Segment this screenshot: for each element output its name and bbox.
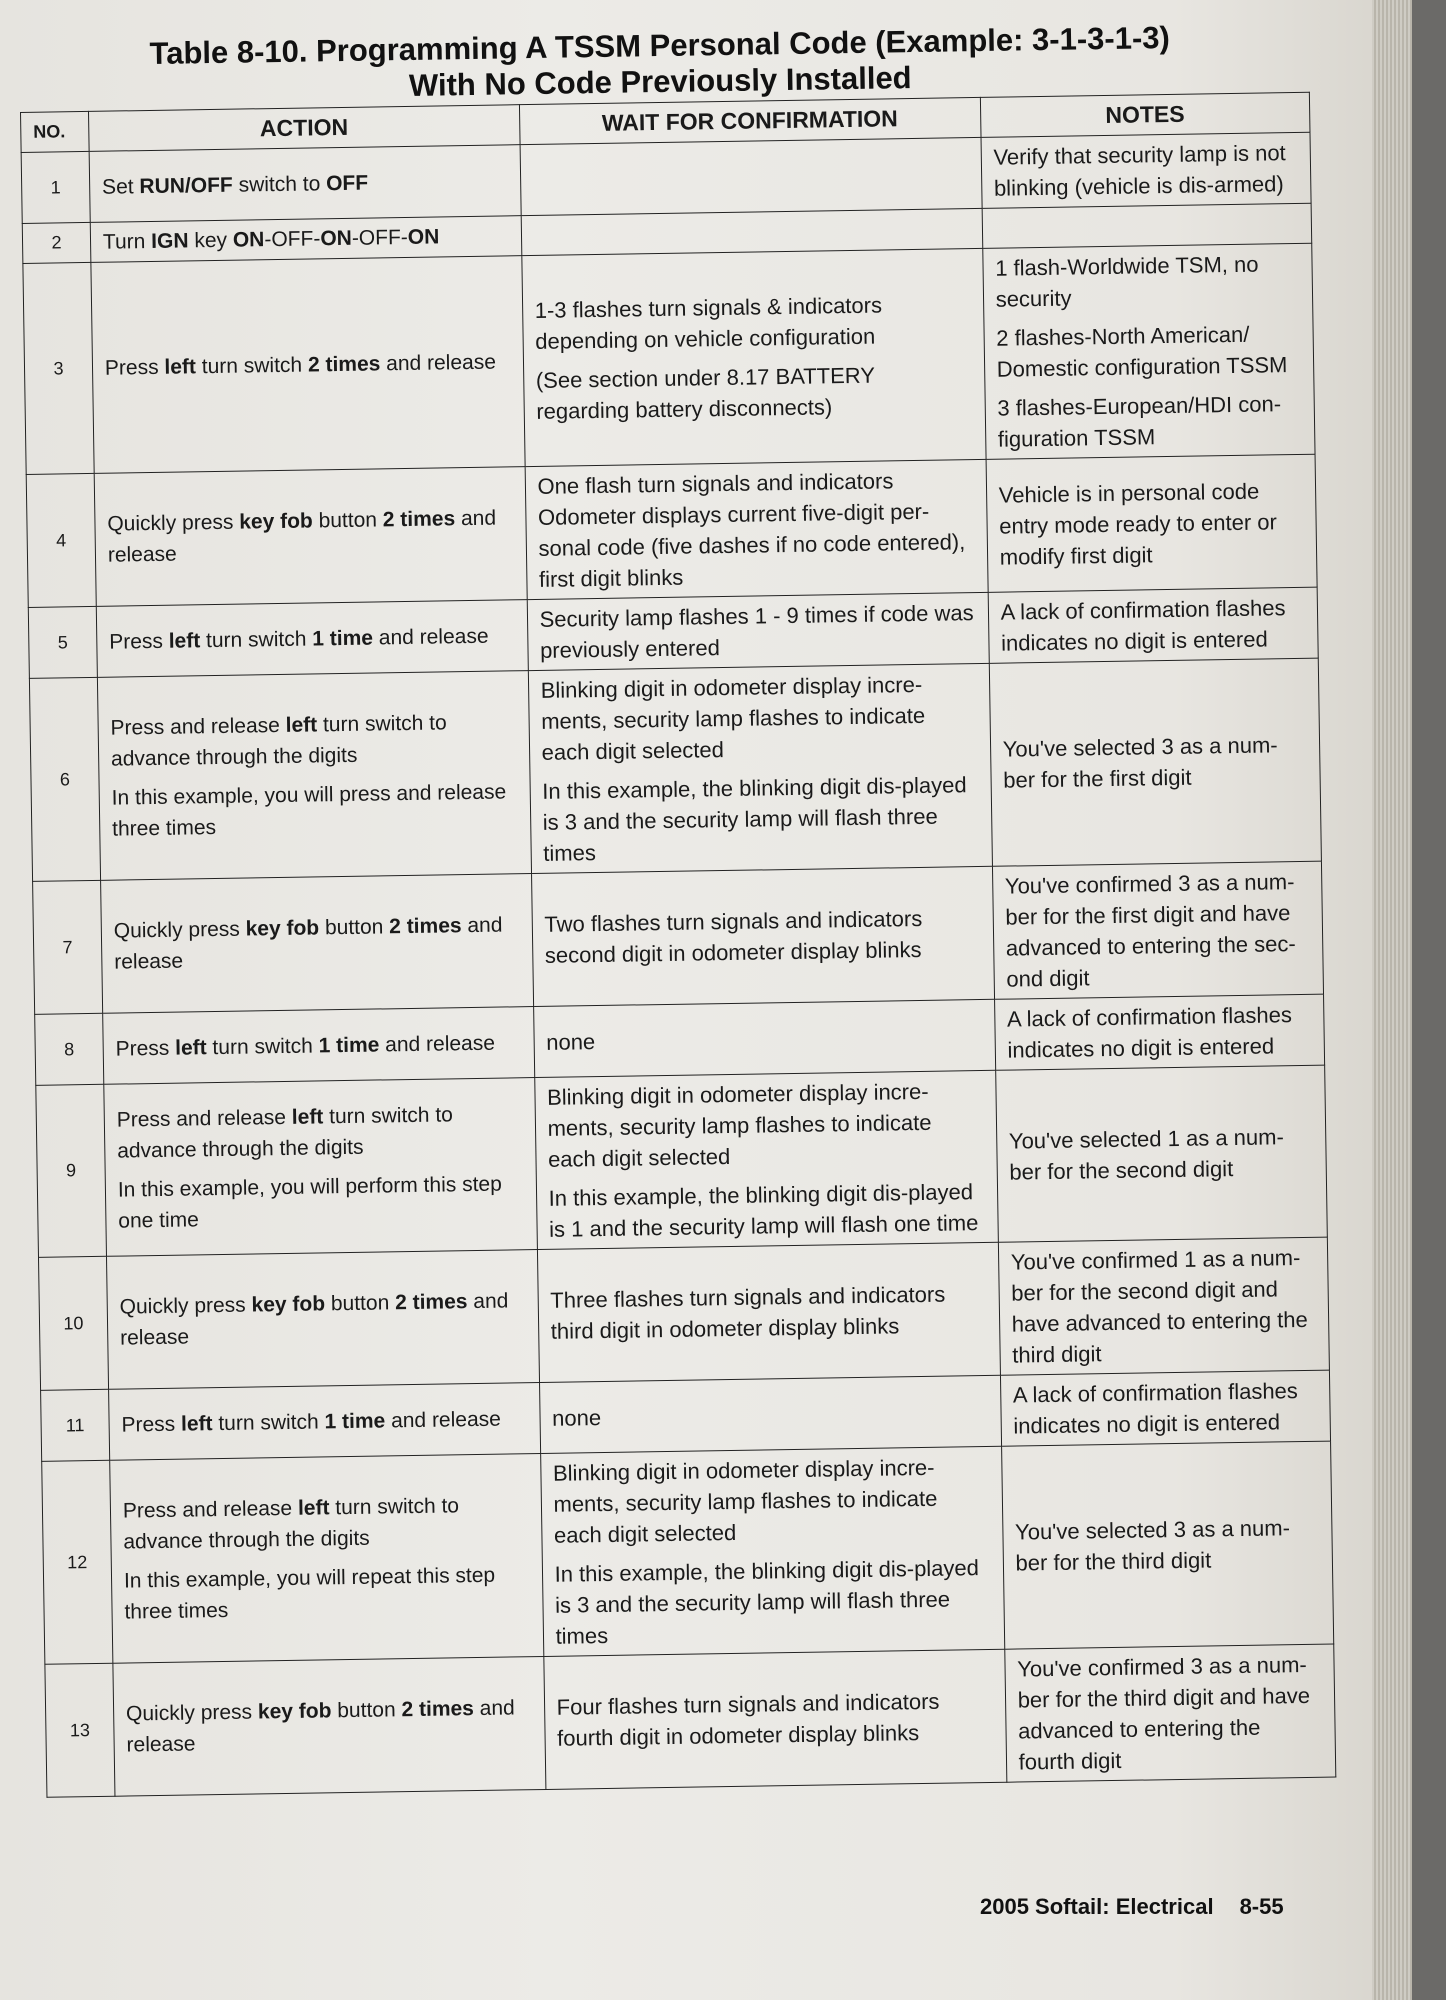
- step-confirmation: Security lamp flashes 1 - 9 times if code was previously entered: [527, 592, 989, 670]
- step-confirmation: Four flashes turn signals and indicators fourth digit in odometer display blinks: [543, 1649, 1006, 1789]
- step-notes: A lack of confirmation flashes indicates no digit is entered: [994, 994, 1324, 1070]
- title-line-2: With No Code Previously Installed: [408, 60, 912, 103]
- step-notes: A lack of confirmation flashes indicates no digit is entered: [1000, 1370, 1330, 1446]
- table-row: [23, 243, 1315, 474]
- step-confirmation: none: [533, 999, 995, 1077]
- step-action: Press and release left turn switch to advance through the digits In this example, you will press and release three times: [97, 671, 531, 881]
- header-notes: NOTES: [980, 92, 1310, 137]
- step-confirmation: One flash turn signals and indicators Odometer displays current five-digit per-sonal code (five dashes if no code entered), first digit blinks: [525, 459, 988, 599]
- step-confirmation: Three flashes turn signals and indicators third digit in odometer display blinks: [537, 1242, 1000, 1382]
- step-number: 1: [21, 151, 90, 223]
- step-action: Press and release left turn switch to advance through the digits In this example, you will perform this step one time: [104, 1078, 537, 1257]
- step-action: Quickly press key fob button 2 times and release: [94, 467, 527, 607]
- table-row: [26, 454, 1317, 607]
- step-number: 13: [45, 1663, 115, 1797]
- step-action-example: In this example, you will perform this step one time: [117, 1172, 502, 1233]
- step-notes: Vehicle is in personal code entry mode ready to enter or modify first digit: [986, 454, 1317, 592]
- page-footer: [980, 1894, 1284, 1920]
- step-notes: You've confirmed 3 as a num-ber for the third digit and have advanced to entering the fourth digit: [1004, 1644, 1335, 1782]
- header-action: ACTION: [88, 105, 519, 152]
- table-row: [38, 1237, 1329, 1390]
- step-action: Turn IGN key ON-OFF-ON-OFF-ON: [90, 216, 521, 263]
- step-number: 3: [23, 262, 94, 474]
- page-number: 8-55: [1239, 1894, 1284, 1919]
- step-confirmation: Blinking digit in odometer display incre-ments, security lamp flashes to indicate each digit selected In this example, the blinking digit dis-played is 3 and the security lamp will flash three times: [528, 663, 992, 873]
- step-action: Press left turn switch 1 time and release: [103, 1007, 535, 1085]
- table-body: [21, 132, 1336, 1797]
- step-confirmation: none: [539, 1375, 1001, 1453]
- step-notes: Verify that security lamp is not blinking (vehicle is dis-armed): [981, 132, 1311, 208]
- step-action: Quickly press key fob button 2 times and release: [100, 874, 533, 1014]
- step-confirmation: Blinking digit in odometer display incre-ments, security lamp flashes to indicate each digit selected In this example, the blinking digit dis-played is 1 and the security lamp will flash one time: [534, 1070, 998, 1249]
- step-notes: A lack of confirmation flashes indicates no digit is entered: [988, 587, 1318, 663]
- step-number: 11: [41, 1389, 110, 1461]
- procedure-table: [20, 92, 1336, 1798]
- table-row: [33, 861, 1324, 1014]
- step-action: Press and release left turn switch to advance through the digits In this example, you will repeat this step three times: [110, 1453, 544, 1663]
- page-edge: [1372, 0, 1412, 2000]
- table-row: [29, 658, 1321, 881]
- step-number: 9: [36, 1084, 107, 1257]
- table-row: [45, 1644, 1336, 1797]
- step-number: 5: [28, 606, 97, 678]
- step-action: Press left turn switch 1 time and release: [96, 600, 528, 678]
- header-no: NO.: [21, 111, 90, 152]
- step-confirmation: Blinking digit in odometer display incre-ments, security lamp flashes to indicate each digit selected In this example, the blinking digit dis-played is 3 and the security lamp will flash three times: [540, 1446, 1004, 1656]
- step-action: Set RUN/OFF switch to OFF: [89, 145, 521, 223]
- step-action: Press left turn switch 1 time and release: [108, 1383, 540, 1461]
- step-notes: You've selected 1 as a num-ber for the second digit: [995, 1065, 1327, 1242]
- step-action: Press left turn switch 2 times and release: [91, 256, 525, 474]
- step-confirmation: Two flashes turn signals and indicators second digit in odometer display blinks: [531, 866, 994, 1006]
- step-notes: 1 flash-Worldwide TSM, no security 2 flashes-North American/ Domestic configuration TSSM 3 flashes-European/HDI con-figuration TSSM: [982, 243, 1315, 459]
- step-notes: You've confirmed 3 as a num-ber for the first digit and have advanced to entering the sec-ond digit: [992, 861, 1323, 999]
- step-action: Quickly press key fob button 2 times and release: [113, 1656, 546, 1796]
- step-notes: You've selected 3 as a num-ber for the first digit: [989, 658, 1322, 866]
- book-title: 2005 Softail: Electrical: [980, 1894, 1214, 1919]
- step-action-example: In this example, you will press and release three times: [111, 780, 507, 841]
- step-number: 10: [38, 1256, 108, 1390]
- step-confirmation: [520, 137, 982, 215]
- step-number: 8: [35, 1013, 104, 1085]
- step-number: 2: [22, 222, 91, 263]
- step-number: 7: [33, 880, 103, 1014]
- step-number: 4: [26, 473, 96, 607]
- step-notes: You've confirmed 1 as a num-ber for the second digit and have advanced to entering the third digit: [998, 1237, 1329, 1375]
- table-row: [42, 1441, 1334, 1664]
- title-line-1: Table 8-10. Programming A TSSM Personal Code (Example: 3-1-3-1-3): [149, 19, 1171, 72]
- header-wait: WAIT FOR CONFIRMATION: [519, 97, 981, 144]
- step-action: Quickly press key fob button 2 times and release: [106, 1250, 539, 1390]
- step-number: 6: [29, 677, 100, 881]
- step-notes: [982, 203, 1312, 248]
- table-row: [36, 1065, 1328, 1257]
- step-confirmation: 1-3 flashes turn signals & indicators depending on vehicle configuration (See section under 8.17 BATTERY regarding battery disconnects): [521, 248, 985, 466]
- step-action-example: In this example, you will repeat this step three times: [123, 1563, 496, 1624]
- step-number: 12: [42, 1460, 113, 1664]
- step-notes: You've selected 3 as a num-ber for the third digit: [1001, 1441, 1334, 1649]
